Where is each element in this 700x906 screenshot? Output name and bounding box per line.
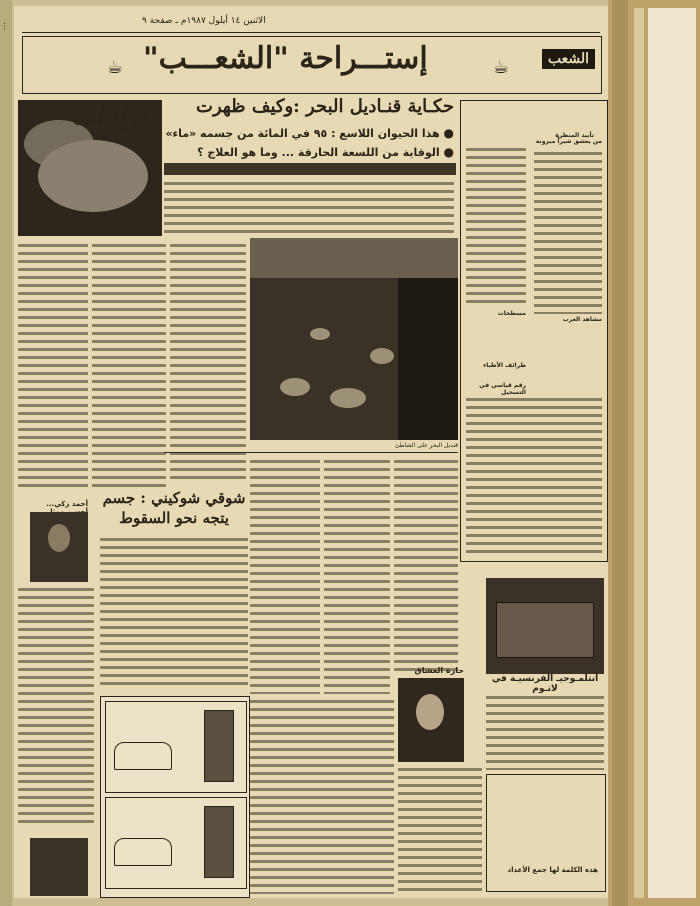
headline-bar [164, 163, 456, 175]
main-headline: حكـاية قنـاديل البحر :وكيف ظهرت [196, 96, 454, 117]
book-binding [608, 0, 700, 906]
cartoon-panel [105, 797, 247, 889]
photo-shore [398, 278, 458, 440]
article-column-3 [170, 242, 246, 482]
train-drawing [496, 602, 594, 658]
woman-caption: حارة العشاق [414, 666, 464, 675]
main-subheads [164, 124, 454, 162]
sidebar-column-bottom [466, 396, 602, 556]
character-drawing [204, 710, 234, 782]
bullet-icon: ● [443, 126, 454, 140]
jellyfish-blob [330, 388, 366, 408]
masthead [22, 36, 602, 94]
character-drawing [204, 806, 234, 878]
film-title: أنتلمـوجيـ الفرنسيـة في لاتـوم [491, 674, 599, 694]
article-column-4 [250, 458, 320, 694]
article-column-5 [324, 458, 390, 694]
sidebar-label: تأبيد المنظرة [555, 132, 594, 139]
binding-strip [612, 0, 628, 906]
sidebar-label: طرائف الأطباء [483, 362, 526, 369]
bottom-box-text: هذه الكلمة لها جمع الأعداد [507, 866, 598, 874]
sidebar-label: مسطحات [497, 310, 526, 317]
woman-photo [398, 678, 464, 762]
jellyfish-blob [370, 348, 394, 364]
actor-caption: أحمد زكي... [46, 500, 88, 508]
coffee-cup-icon: ☕ [493, 57, 510, 78]
previous-page-fragment: ... [1, 22, 11, 31]
newspaper-page [14, 6, 608, 898]
sidebar-title: تراثيات [70, 102, 148, 132]
left-column-bottom [18, 586, 94, 826]
top-rule [22, 10, 600, 33]
jellyfish-blob [280, 378, 310, 396]
article-column-6 [394, 458, 458, 672]
article-bottom-column-2 [398, 766, 482, 894]
face-shape [48, 524, 70, 552]
subhead-text: هذا الحيوان اللاسع : ٩٥ في المائة من جسمه «ماء» [165, 127, 440, 140]
date-line: الاثنين ١٤ أيلول ١٩٨٧م ـ صفحة ٩ [142, 16, 266, 26]
jellyfish-shape [38, 140, 148, 212]
masthead-title: إستـــراحة "الشعـــب" [143, 41, 428, 76]
coffee-cup-icon-left: ☕ [107, 57, 124, 78]
article-column-2 [92, 242, 166, 492]
jellyfish-blob [310, 328, 330, 340]
sidebar-label: مشاهد العرب [562, 316, 602, 323]
shawqi-article [100, 536, 248, 686]
sidebar-column-left [466, 146, 526, 306]
shawqi-headline: شوقي شوكيني : جسم يتجه نحو السقوط [102, 489, 246, 527]
cartoon-box [100, 696, 250, 898]
sidebar-label: من يعشق شيراً ميزونة [535, 138, 602, 145]
small-photo [30, 838, 88, 896]
car-drawing [114, 838, 172, 866]
newspaper-logo: الشعب [542, 49, 595, 69]
film-photo [486, 578, 604, 674]
beach-photo [250, 238, 458, 440]
sidebar-column-right [534, 150, 602, 314]
beach-photo-caption: قنديل البحر على الشاطئ [394, 442, 458, 449]
film-column [486, 694, 604, 770]
bullet-icon: ● [443, 145, 454, 159]
car-drawing [114, 742, 172, 770]
divider [164, 452, 458, 453]
subhead-bullet [164, 124, 454, 143]
article-bottom-column [250, 698, 394, 894]
article-intro-column [164, 180, 454, 234]
previous-page-edge [0, 0, 12, 906]
subhead-bullet [164, 143, 454, 162]
actor-photo [30, 512, 88, 582]
bottom-box [486, 774, 606, 892]
binding-strip [648, 8, 696, 898]
cartoon-panel [105, 701, 247, 793]
sidebar-label: رقم قياسي في التسجيل [479, 382, 526, 396]
binding-strip [634, 8, 644, 898]
photo-sky [250, 238, 458, 278]
subhead-text: الوقاية من اللسعة الحارقة ... وما هو العلاج ؟ [197, 146, 440, 159]
article-column-1 [18, 242, 88, 492]
face-shape [416, 694, 444, 730]
